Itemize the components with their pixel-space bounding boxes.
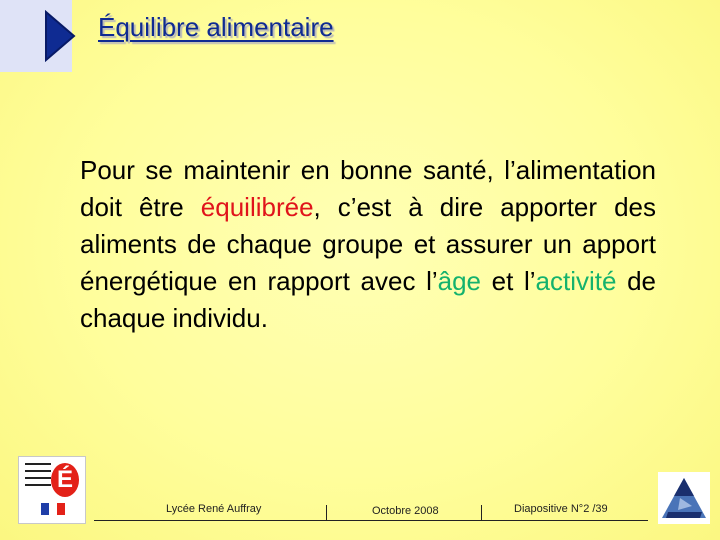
- ministry-education-logo: É: [18, 456, 86, 524]
- highlight-activite: activité: [535, 266, 617, 296]
- highlight-age: âge: [437, 266, 482, 296]
- body-paragraph: [80, 152, 656, 337]
- highlight-equilibree: équilibrée: [200, 192, 314, 222]
- footer-divider: [94, 520, 648, 521]
- body-text-segment: , c’est à dire apporter des aliments de chaque groupe et assurer un apport énergétique en rapport avec l’: [80, 192, 656, 296]
- page-title: Équilibre alimentaire: [98, 12, 334, 42]
- body-text-segment: Pour se maintenir en bonne santé, l’alimentation doit être: [80, 155, 656, 222]
- footer-separator: [326, 505, 327, 520]
- footer-separator: [481, 505, 482, 520]
- school-logo: [658, 472, 710, 524]
- footer-school: Lycée René Auffray: [166, 503, 262, 515]
- footer-date: Octobre 2008: [372, 505, 439, 517]
- body-text-segment: de chaque individu.: [80, 266, 656, 333]
- body-text-segment: et l’: [481, 266, 536, 296]
- footer-slide-number: Diapositive N°2 /39: [514, 503, 608, 515]
- triangle-arrow-icon: [44, 10, 76, 62]
